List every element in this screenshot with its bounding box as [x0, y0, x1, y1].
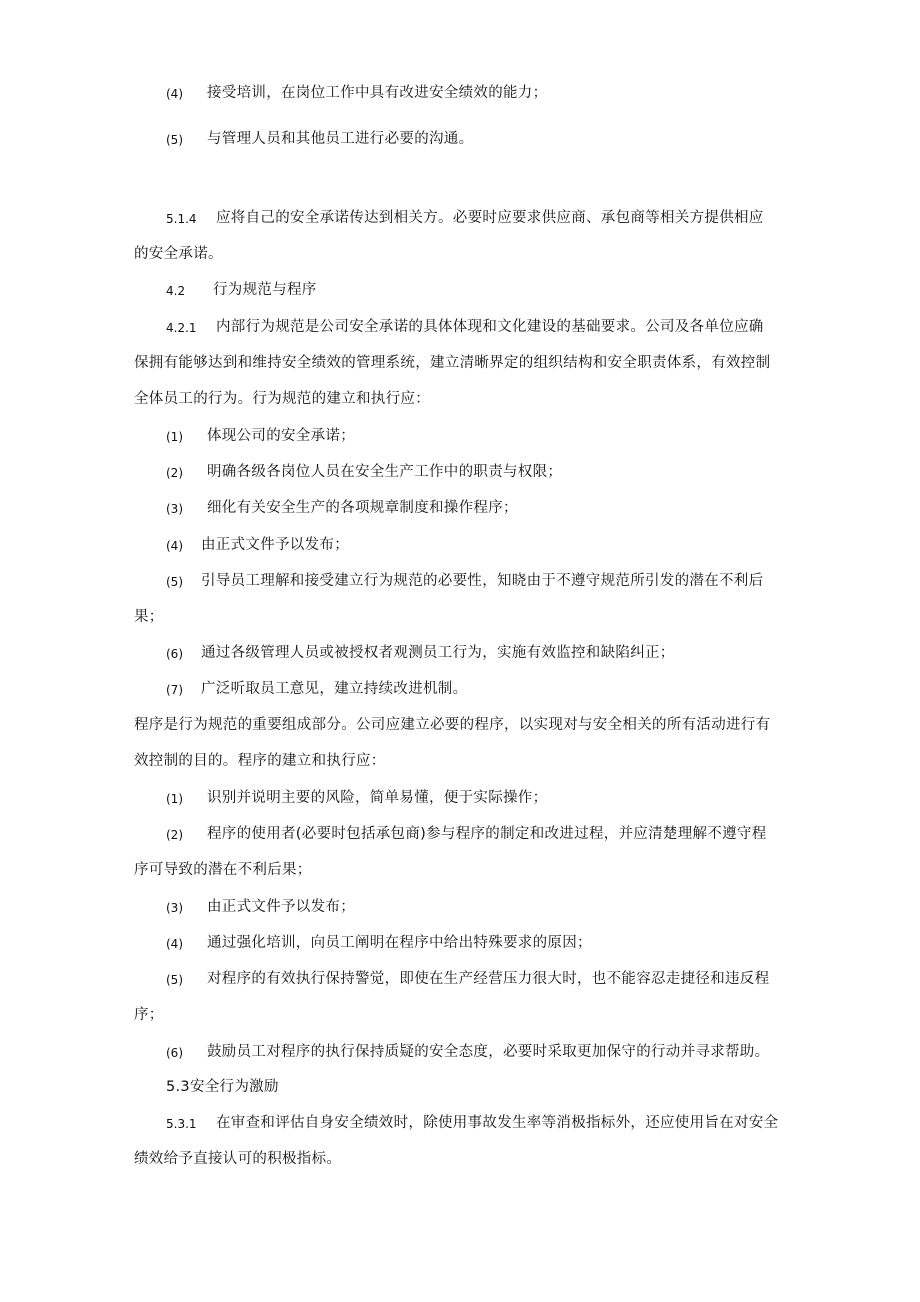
item-text: 程序的使用者(必要时包括承包商)参与程序的制定和改进过程，并应清楚理解不遵守程 [207, 826, 767, 842]
item-text: 明确各级各岗位人员在安全生产工作中的职责与权限； [207, 464, 563, 480]
item-text: 广泛听取员工意见，建立持续改进机制。 [201, 681, 468, 697]
item-number: (1) [166, 792, 183, 806]
item-number: (6) [166, 1046, 183, 1060]
section-number: 4.2 [166, 284, 186, 298]
paragraph-continuation: 绩效给予直接认可的积极指标。 [134, 1151, 342, 1167]
item-number: (3) [166, 901, 183, 915]
item-continuation: 序可导致的潜在不利后果； [134, 862, 312, 878]
item-number: (4) [166, 937, 183, 951]
item-number: (6) [166, 647, 183, 661]
section-heading: 行为规范与程序 [213, 282, 317, 298]
item-number: (7) [166, 683, 183, 697]
item-text: 识别并说明主要的风险，简单易懂，便于实际操作； [207, 790, 548, 806]
paragraph-continuation: 全体员工的行为。行为规范的建立和执行应： [134, 391, 430, 407]
paragraph-text: 应将自己的安全承诺传达到相关方。必要时应要求供应商、承包商等相关方提供相应 [216, 210, 764, 226]
section-number: 5.1.4 [166, 212, 197, 226]
item-text: 与管理人员和其他员工进行必要的沟通。 [207, 131, 474, 147]
item-text: 引导员工理解和接受建立行为规范的必要性，知晓由于不遵守规范所引发的潜在不利后 [201, 573, 764, 589]
item-text: 对程序的有效执行保持警觉，即使在生产经营压力很大时，也不能容忍走捷径和违反程 [207, 971, 770, 987]
item-continuation: 序； [134, 1007, 164, 1023]
item-number: (1) [166, 430, 183, 444]
item-number: (2) [166, 828, 183, 842]
paragraph-text: 在审查和评估自身安全绩效时，除使用事故发生率等消极指标外，还应使用旨在对安全 [216, 1115, 779, 1131]
section-heading: 5.3安全行为激励 [166, 1079, 279, 1095]
section-number: 4.2.1 [166, 321, 197, 335]
paragraph-continuation: 保拥有能够达到和维持安全绩效的管理系统，建立清晰界定的组织结构和安全职责体系，有效控制 [134, 355, 771, 371]
item-number: (3) [166, 502, 183, 516]
item-text: 通过强化培训，向员工阐明在程序中给出特殊要求的原因； [207, 935, 592, 951]
item-number: (2) [166, 466, 183, 480]
item-text: 体现公司的安全承诺； [207, 428, 355, 444]
paragraph-continuation: 的安全承诺。 [134, 246, 223, 262]
item-continuation: 果； [134, 609, 164, 625]
item-text: 接受培训，在岗位工作中具有改进安全绩效的能力； [207, 85, 548, 101]
section-number: 5.3.1 [166, 1117, 197, 1131]
item-number: (4) [166, 539, 183, 553]
item-number: (5) [166, 133, 183, 147]
item-number: (4) [166, 87, 183, 101]
item-number: (5) [166, 973, 183, 987]
item-text: 鼓励员工对程序的执行保持质疑的安全态度，必要时采取更加保守的行动并寻求帮助。 [207, 1044, 770, 1060]
paragraph-text: 程序是行为规范的重要组成部分。公司应建立必要的程序，以实现对与安全相关的所有活动进行有 [134, 717, 771, 733]
paragraph-text: 内部行为规范是公司安全承诺的具体体现和文化建设的基础要求。公司及各单位应确 [216, 319, 764, 335]
paragraph-continuation: 效控制的目的。程序的建立和执行应： [134, 753, 386, 769]
item-text: 由正式文件予以发布； [201, 537, 349, 553]
item-text: 通过各级管理人员或被授权者观测员工行为，实施有效监控和缺陷纠正； [201, 645, 675, 661]
item-text: 由正式文件予以发布； [207, 899, 355, 915]
item-number: (5) [166, 575, 183, 589]
item-text: 细化有关安全生产的各项规章制度和操作程序； [207, 500, 518, 516]
